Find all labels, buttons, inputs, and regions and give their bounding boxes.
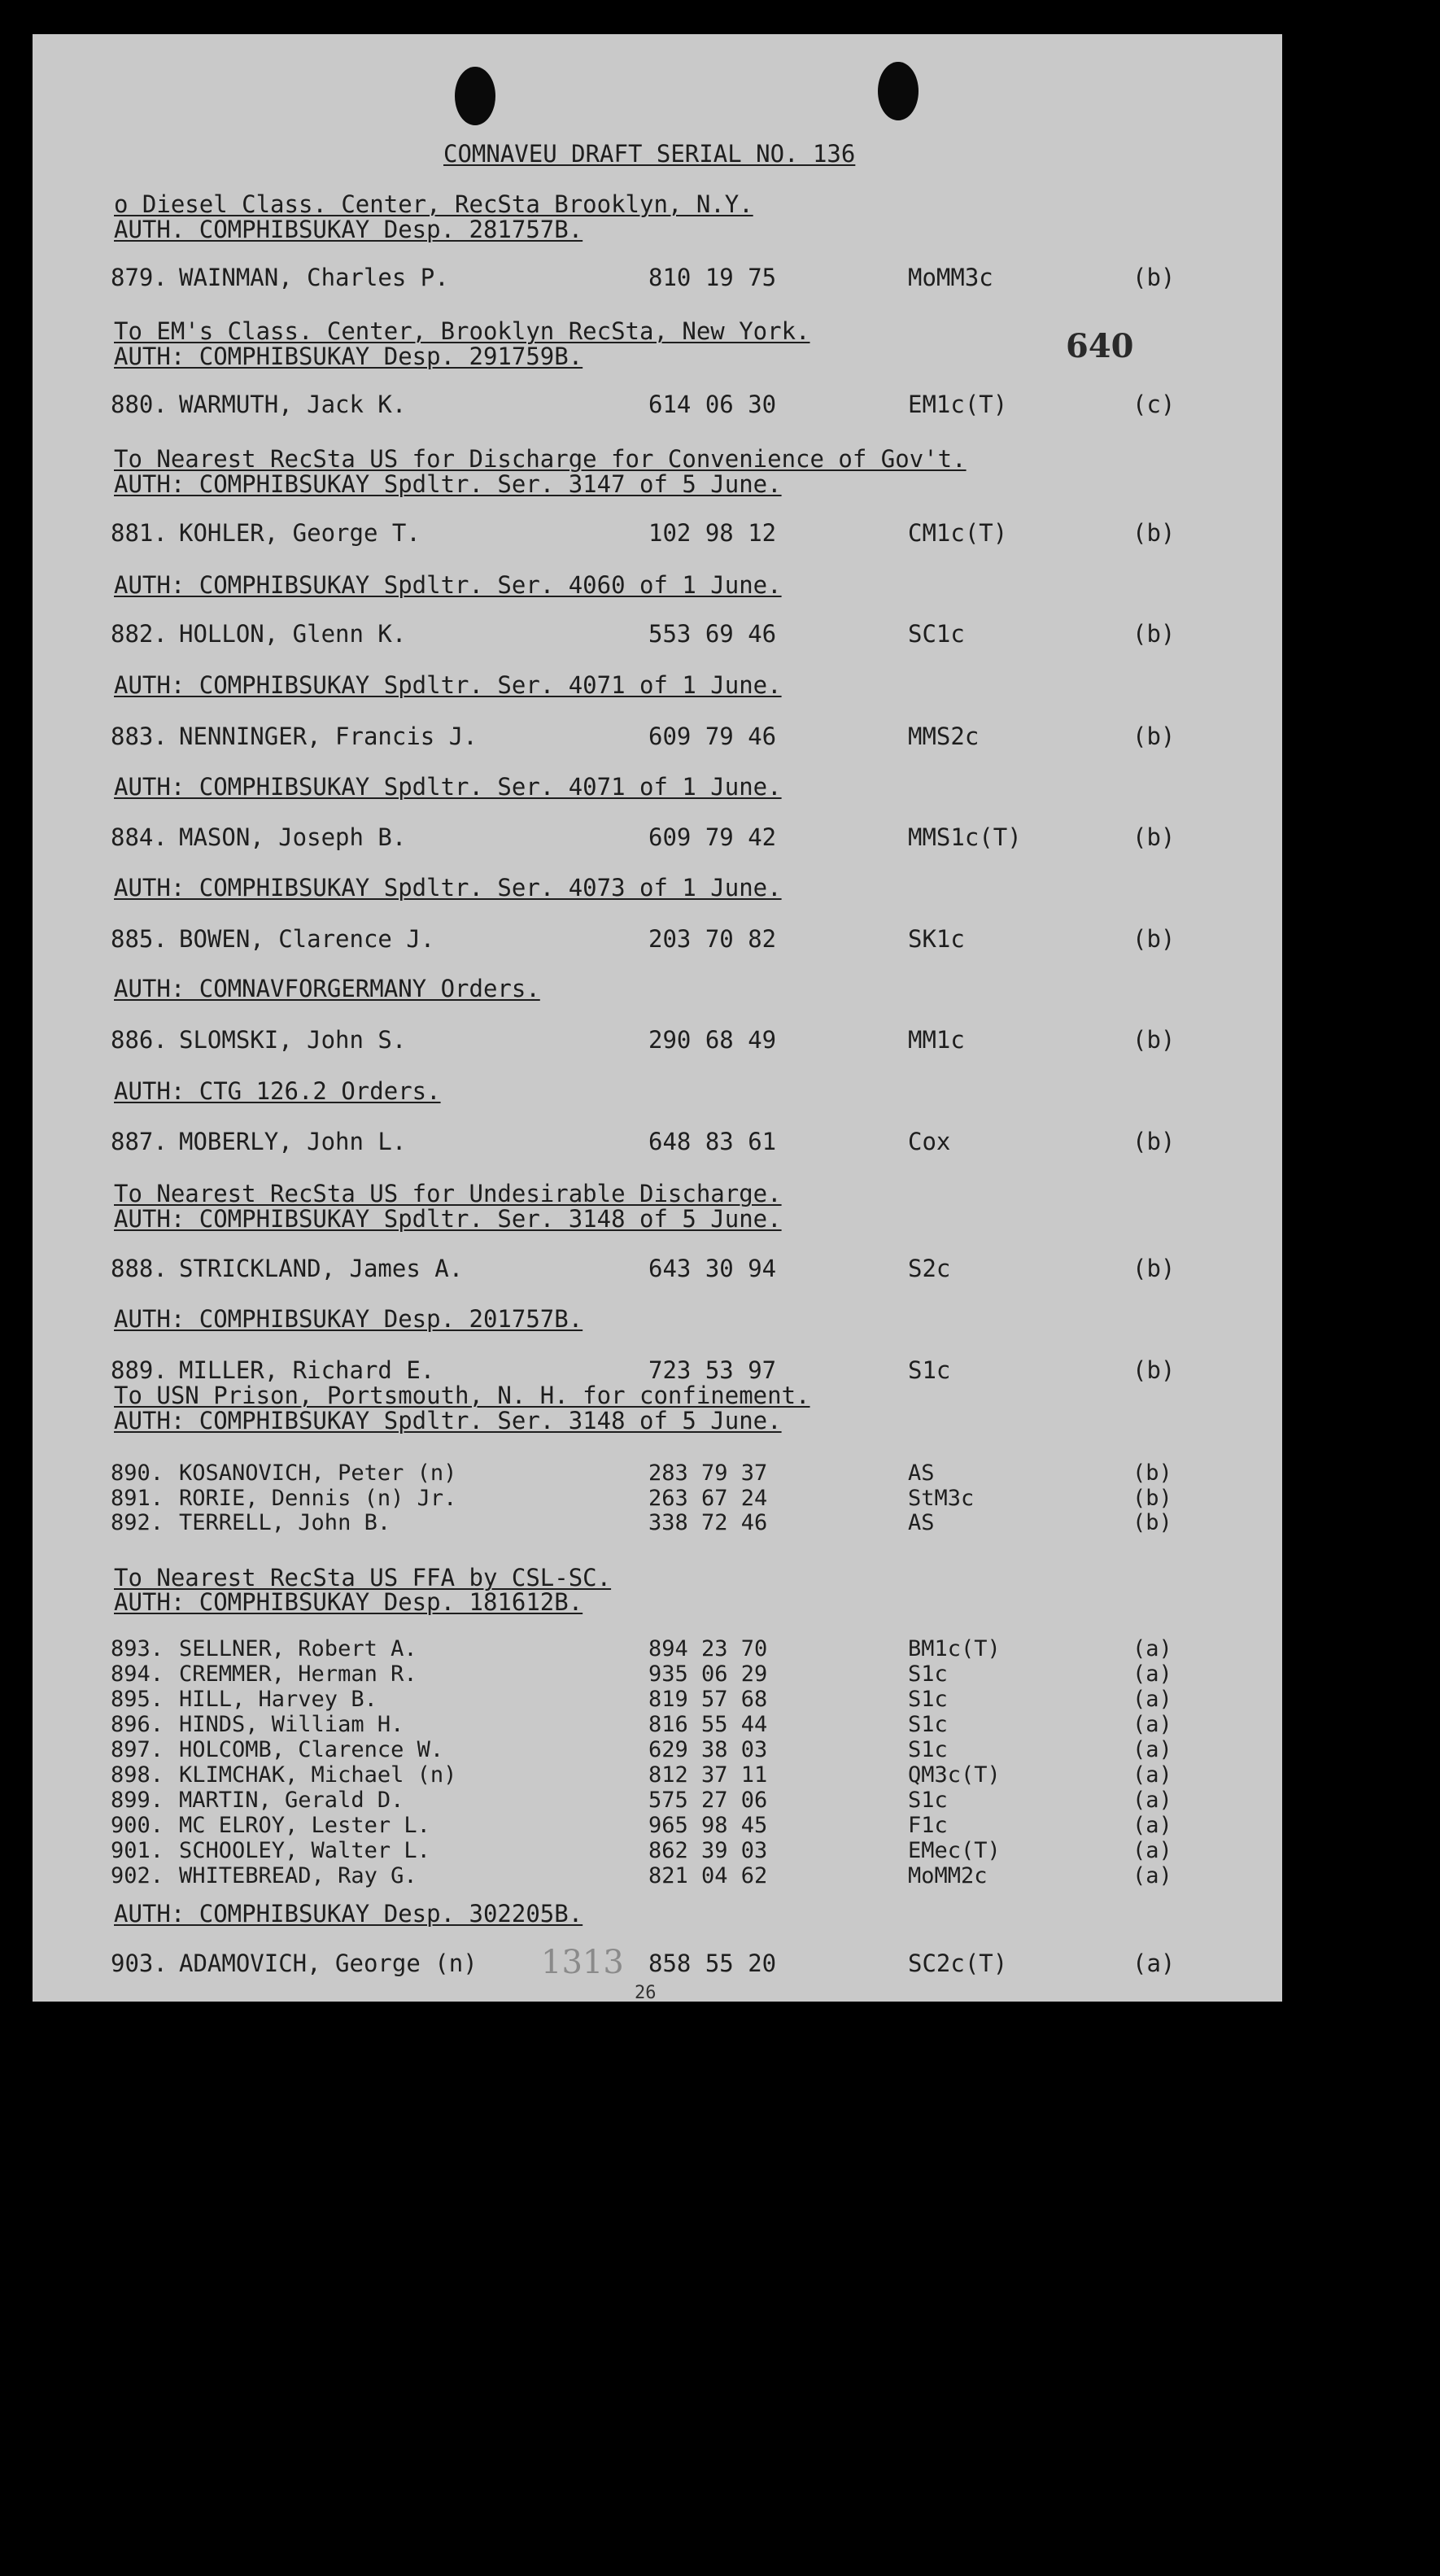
draft-entry xyxy=(33,1686,1282,1714)
person-name: MC ELROY, Lester L. xyxy=(179,1813,430,1838)
rate: S2c xyxy=(908,1255,951,1282)
draft-entry xyxy=(33,1485,1282,1513)
rate: F1c xyxy=(908,1813,948,1838)
section-heading xyxy=(33,1588,1282,1616)
heading-text: To Nearest RecSta US for Discharge for Convenience of Gov't. xyxy=(114,445,967,473)
entry-number: 880. xyxy=(111,391,168,418)
draft-entry xyxy=(33,1812,1282,1840)
service-number: 965 98 45 xyxy=(648,1813,768,1838)
person-name: NENNINGER, Francis J. xyxy=(179,723,478,750)
draft-entry xyxy=(33,391,1282,418)
person-name: RORIE, Dennis (n) Jr. xyxy=(179,1486,457,1511)
person-name: WAINMAN, Charles P. xyxy=(179,264,449,291)
section-heading xyxy=(33,975,1282,1002)
service-number: 858 55 20 xyxy=(648,1949,777,1977)
status-code: (b) xyxy=(1132,823,1176,851)
heading-text: AUTH: CTG 126.2 Orders. xyxy=(114,1077,441,1105)
draft-entry xyxy=(33,1787,1282,1814)
draft-entry xyxy=(33,1736,1282,1764)
service-number: 290 68 49 xyxy=(648,1026,777,1054)
service-number: 609 79 42 xyxy=(648,823,777,851)
status-code: (b) xyxy=(1132,925,1176,953)
person-name: TERRELL, John B. xyxy=(179,1510,391,1535)
status-code: (b) xyxy=(1132,723,1176,750)
rate: MM1c xyxy=(908,1026,965,1054)
service-number: 643 30 94 xyxy=(648,1255,777,1282)
status-code: (b) xyxy=(1132,1510,1172,1535)
draft-entry xyxy=(33,1635,1282,1663)
heading-text: AUTH: COMPHIBSUKAY Spdltr. Ser. 4060 of 1 June. xyxy=(114,571,782,599)
section-heading xyxy=(33,571,1282,599)
service-number: 821 04 62 xyxy=(648,1863,768,1888)
heading-text: AUTH: COMPHIBSUKAY Spdltr. Ser. 4071 of 1 June. xyxy=(114,773,782,801)
section-heading xyxy=(33,1077,1282,1105)
section-heading xyxy=(33,216,1282,243)
person-name: ADAMOVICH, George (n) xyxy=(179,1949,478,1977)
service-number: 810 19 75 xyxy=(648,264,777,291)
status-code: (a) xyxy=(1132,1863,1172,1888)
service-number: 609 79 46 xyxy=(648,723,777,750)
heading-text: To USN Prison, Portsmouth, N. H. for confinement. xyxy=(114,1382,810,1409)
page-title: COMNAVEU DRAFT SERIAL NO. 136 xyxy=(443,140,856,168)
rate: StM3c xyxy=(908,1486,975,1511)
draft-entry xyxy=(33,1949,1282,1977)
rate: S1c xyxy=(908,1661,948,1687)
punch-hole xyxy=(878,62,919,120)
person-name: BOWEN, Clarence J. xyxy=(179,925,435,953)
service-number: 819 57 68 xyxy=(648,1687,768,1712)
rate: MMS2c xyxy=(908,723,980,750)
rate: MoMM2c xyxy=(908,1863,988,1888)
draft-entry xyxy=(33,620,1282,648)
status-code: (b) xyxy=(1132,1128,1176,1155)
section-heading xyxy=(33,1382,1282,1409)
heading-text: AUTH: COMPHIBSUKAY Desp. 181612B. xyxy=(114,1588,583,1616)
section-heading xyxy=(33,470,1282,498)
entry-number: 900. xyxy=(111,1813,164,1838)
heading-text: AUTH: COMPHIBSUKAY Spdltr. Ser. 4073 of 1 June. xyxy=(114,874,782,902)
draft-entry xyxy=(33,1255,1282,1282)
person-name: SELLNER, Robert A. xyxy=(179,1636,417,1661)
section-heading xyxy=(33,1564,1282,1591)
draft-entry xyxy=(33,1837,1282,1865)
status-code: (a) xyxy=(1132,1661,1172,1687)
heading-text: AUTH: COMPHIBSUKAY Desp. 201757B. xyxy=(114,1305,583,1333)
entry-number: 890. xyxy=(111,1460,164,1486)
section-heading xyxy=(33,773,1282,801)
service-number: 862 39 03 xyxy=(648,1838,768,1863)
stamp-number: 1313 xyxy=(541,1944,624,1981)
status-code: (b) xyxy=(1132,519,1176,547)
service-number: 935 06 29 xyxy=(648,1661,768,1687)
entry-number: 879. xyxy=(111,264,168,291)
entry-number: 882. xyxy=(111,620,168,648)
heading-text: AUTH: COMPHIBSUKAY Spdltr. Ser. 3147 of 5 June. xyxy=(114,470,782,498)
rate: S1c xyxy=(908,1356,951,1384)
section-heading xyxy=(33,1305,1282,1333)
heading-text: AUTH. COMPHIBSUKAY Desp. 281757B. xyxy=(114,216,583,243)
section-heading xyxy=(33,1407,1282,1434)
rate: MMS1c(T) xyxy=(908,823,1022,851)
rate: S1c xyxy=(908,1737,948,1762)
entry-number: 891. xyxy=(111,1486,164,1511)
heading-text: To Nearest RecSta US for Undesirable Discharge. xyxy=(114,1180,782,1207)
service-number: 203 70 82 xyxy=(648,925,777,953)
heading-text: o Diesel Class. Center, RecSta Brooklyn, N.Y. xyxy=(114,190,753,218)
draft-entry xyxy=(33,723,1282,750)
person-name: STRICKLAND, James A. xyxy=(179,1255,464,1282)
person-name: CREMMER, Herman R. xyxy=(179,1661,417,1687)
service-number: 614 06 30 xyxy=(648,391,777,418)
status-code: (a) xyxy=(1132,1838,1172,1863)
section-heading xyxy=(33,1205,1282,1233)
status-code: (a) xyxy=(1132,1813,1172,1838)
rate: QM3c(T) xyxy=(908,1762,1001,1788)
section-heading xyxy=(33,343,1282,370)
entry-number: 901. xyxy=(111,1838,164,1863)
person-name: HINDS, William H. xyxy=(179,1712,404,1737)
status-code: (b) xyxy=(1132,1356,1176,1384)
section-heading xyxy=(33,1180,1282,1207)
person-name: HOLCOMB, Clarence W. xyxy=(179,1737,444,1762)
entry-number: 894. xyxy=(111,1661,164,1687)
service-number: 812 37 11 xyxy=(648,1762,768,1788)
rate: MoMM3c xyxy=(908,264,993,291)
rate: CM1c(T) xyxy=(908,519,1008,547)
draft-entry xyxy=(33,1356,1282,1384)
status-code: (b) xyxy=(1132,264,1176,291)
draft-entry xyxy=(33,1862,1282,1890)
entry-number: 881. xyxy=(111,519,168,547)
rate: S1c xyxy=(908,1712,948,1737)
status-code: (a) xyxy=(1132,1788,1172,1813)
status-code: (a) xyxy=(1132,1737,1172,1762)
draft-entry xyxy=(33,519,1282,547)
service-number: 263 67 24 xyxy=(648,1486,768,1511)
status-code: (c) xyxy=(1132,391,1176,418)
section-heading xyxy=(33,445,1282,473)
person-name: WHITEBREAD, Ray G. xyxy=(179,1863,417,1888)
service-number: 723 53 97 xyxy=(648,1356,777,1384)
heading-text: AUTH: COMPHIBSUKAY Spdltr. Ser. 4071 of 1 June. xyxy=(114,671,782,699)
service-number: 102 98 12 xyxy=(648,519,777,547)
service-number: 553 69 46 xyxy=(648,620,777,648)
person-name: SCHOOLEY, Walter L. xyxy=(179,1838,430,1863)
person-name: MARTIN, Gerald D. xyxy=(179,1788,404,1813)
rate: SC1c xyxy=(908,620,965,648)
draft-entry xyxy=(33,1460,1282,1487)
section-heading xyxy=(33,671,1282,699)
person-name: KOSANOVICH, Peter (n) xyxy=(179,1460,457,1486)
draft-entry xyxy=(33,1711,1282,1739)
person-name: KLIMCHAK, Michael (n) xyxy=(179,1762,457,1788)
status-code: (b) xyxy=(1132,1255,1176,1282)
service-number: 283 79 37 xyxy=(648,1460,768,1486)
person-name: HOLLON, Glenn K. xyxy=(179,620,407,648)
page-subnumber: 26 xyxy=(635,1983,657,2002)
person-name: MOBERLY, John L. xyxy=(179,1128,407,1155)
status-code: (b) xyxy=(1132,620,1176,648)
status-code: (a) xyxy=(1132,1762,1172,1788)
draft-entry xyxy=(33,925,1282,953)
service-number: 816 55 44 xyxy=(648,1712,768,1737)
heading-text: AUTH: COMNAVFORGERMANY Orders. xyxy=(114,975,540,1002)
service-number: 575 27 06 xyxy=(648,1788,768,1813)
section-heading xyxy=(33,317,1282,345)
entry-number: 895. xyxy=(111,1687,164,1712)
status-code: (a) xyxy=(1132,1636,1172,1661)
draft-entry xyxy=(33,1661,1282,1688)
draft-entry xyxy=(33,1128,1282,1155)
section-heading xyxy=(33,190,1282,218)
entry-number: 888. xyxy=(111,1255,168,1282)
heading-text: AUTH: COMPHIBSUKAY Desp. 302205B. xyxy=(114,1900,583,1928)
person-name: HILL, Harvey B. xyxy=(179,1687,377,1712)
service-number: 648 83 61 xyxy=(648,1128,777,1155)
heading-text: AUTH: COMPHIBSUKAY Desp. 291759B. xyxy=(114,343,583,370)
rate: AS xyxy=(908,1460,935,1486)
entry-number: 897. xyxy=(111,1737,164,1762)
section-heading xyxy=(33,1900,1282,1928)
page-number: 640 xyxy=(1066,327,1134,365)
person-name: KOHLER, George T. xyxy=(179,519,421,547)
draft-entry xyxy=(33,264,1282,291)
punch-hole xyxy=(455,67,495,125)
status-code: (a) xyxy=(1132,1687,1172,1712)
person-name: WARMUTH, Jack K. xyxy=(179,391,407,418)
rate: EMec(T) xyxy=(908,1838,1001,1863)
draft-entry xyxy=(33,823,1282,851)
entry-number: 885. xyxy=(111,925,168,953)
heading-text: AUTH: COMPHIBSUKAY Spdltr. Ser. 3148 of 5 June. xyxy=(114,1407,782,1434)
entry-number: 884. xyxy=(111,823,168,851)
heading-text: To Nearest RecSta US FFA by CSL-SC. xyxy=(114,1564,612,1591)
entry-number: 886. xyxy=(111,1026,168,1054)
person-name: MASON, Joseph B. xyxy=(179,823,407,851)
document-page xyxy=(33,34,1282,2002)
entry-number: 889. xyxy=(111,1356,168,1384)
entry-number: 893. xyxy=(111,1636,164,1661)
person-name: SLOMSKI, John S. xyxy=(179,1026,407,1054)
status-code: (a) xyxy=(1132,1712,1172,1737)
status-code: (b) xyxy=(1132,1460,1172,1486)
rate: Cox xyxy=(908,1128,951,1155)
heading-text: To EM's Class. Center, Brooklyn RecSta, New York. xyxy=(114,317,810,345)
entry-number: 899. xyxy=(111,1788,164,1813)
rate: S1c xyxy=(908,1687,948,1712)
rate: AS xyxy=(908,1510,935,1535)
entry-number: 887. xyxy=(111,1128,168,1155)
service-number: 894 23 70 xyxy=(648,1636,768,1661)
person-name: MILLER, Richard E. xyxy=(179,1356,435,1384)
draft-entry xyxy=(33,1762,1282,1789)
rate: S1c xyxy=(908,1788,948,1813)
draft-entry xyxy=(33,1026,1282,1054)
rate: SC2c(T) xyxy=(908,1949,1008,1977)
status-code: (b) xyxy=(1132,1026,1176,1054)
rate: SK1c xyxy=(908,925,965,953)
rate: BM1c(T) xyxy=(908,1636,1001,1661)
entry-number: 883. xyxy=(111,723,168,750)
heading-text: AUTH: COMPHIBSUKAY Spdltr. Ser. 3148 of 5 June. xyxy=(114,1205,782,1233)
service-number: 338 72 46 xyxy=(648,1510,768,1535)
service-number: 629 38 03 xyxy=(648,1737,768,1762)
status-code: (a) xyxy=(1132,1949,1176,1977)
draft-entry xyxy=(33,1509,1282,1537)
rate: EM1c(T) xyxy=(908,391,1008,418)
entry-number: 896. xyxy=(111,1712,164,1737)
entry-number: 903. xyxy=(111,1949,168,1977)
entry-number: 902. xyxy=(111,1863,164,1888)
entry-number: 892. xyxy=(111,1510,164,1535)
status-code: (b) xyxy=(1132,1486,1172,1511)
section-heading xyxy=(33,874,1282,902)
entry-number: 898. xyxy=(111,1762,164,1788)
